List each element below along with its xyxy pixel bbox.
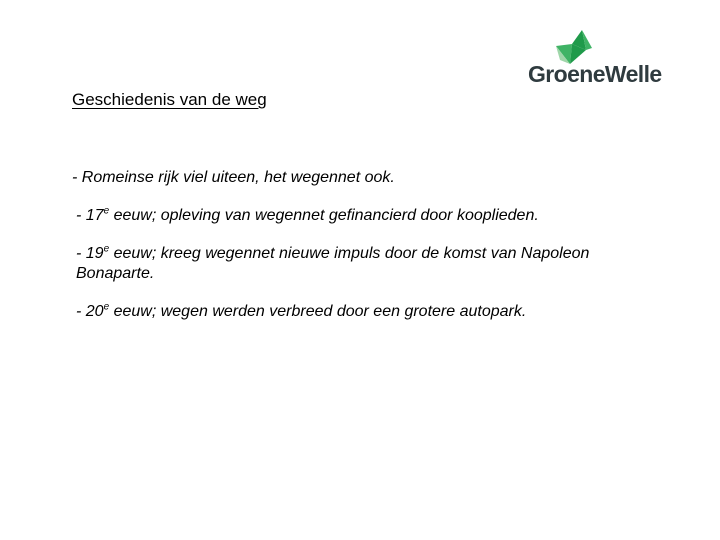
logo-wordmark: GroeneWelle	[528, 61, 662, 87]
list-item	[72, 244, 672, 284]
groenewelle-logo	[528, 30, 688, 92]
century-number: - 20	[76, 303, 104, 320]
list-item	[72, 302, 672, 322]
item-text: eeuw; opleving van wegennet gefinancierd door kooplieden.	[109, 207, 539, 224]
item-text: eeuw; kreeg wegennet nieuwe impuls door de komst van Napoleon Bonaparte.	[76, 245, 590, 282]
ordinal-suffix: e	[103, 205, 110, 217]
page-title: Geschiedenis van de weg	[72, 90, 267, 109]
ordinal-suffix: e	[103, 301, 110, 313]
century-number: - 19	[76, 245, 104, 262]
content-body	[72, 168, 672, 322]
intro-line: - Romeinse rijk viel uiteen, het wegennet ook.	[72, 169, 395, 186]
item-text: eeuw; wegen werden verbreed door een grotere autopark.	[109, 303, 527, 320]
ordinal-suffix: e	[103, 243, 110, 255]
century-number: - 17	[76, 207, 104, 224]
list-item	[72, 206, 672, 226]
